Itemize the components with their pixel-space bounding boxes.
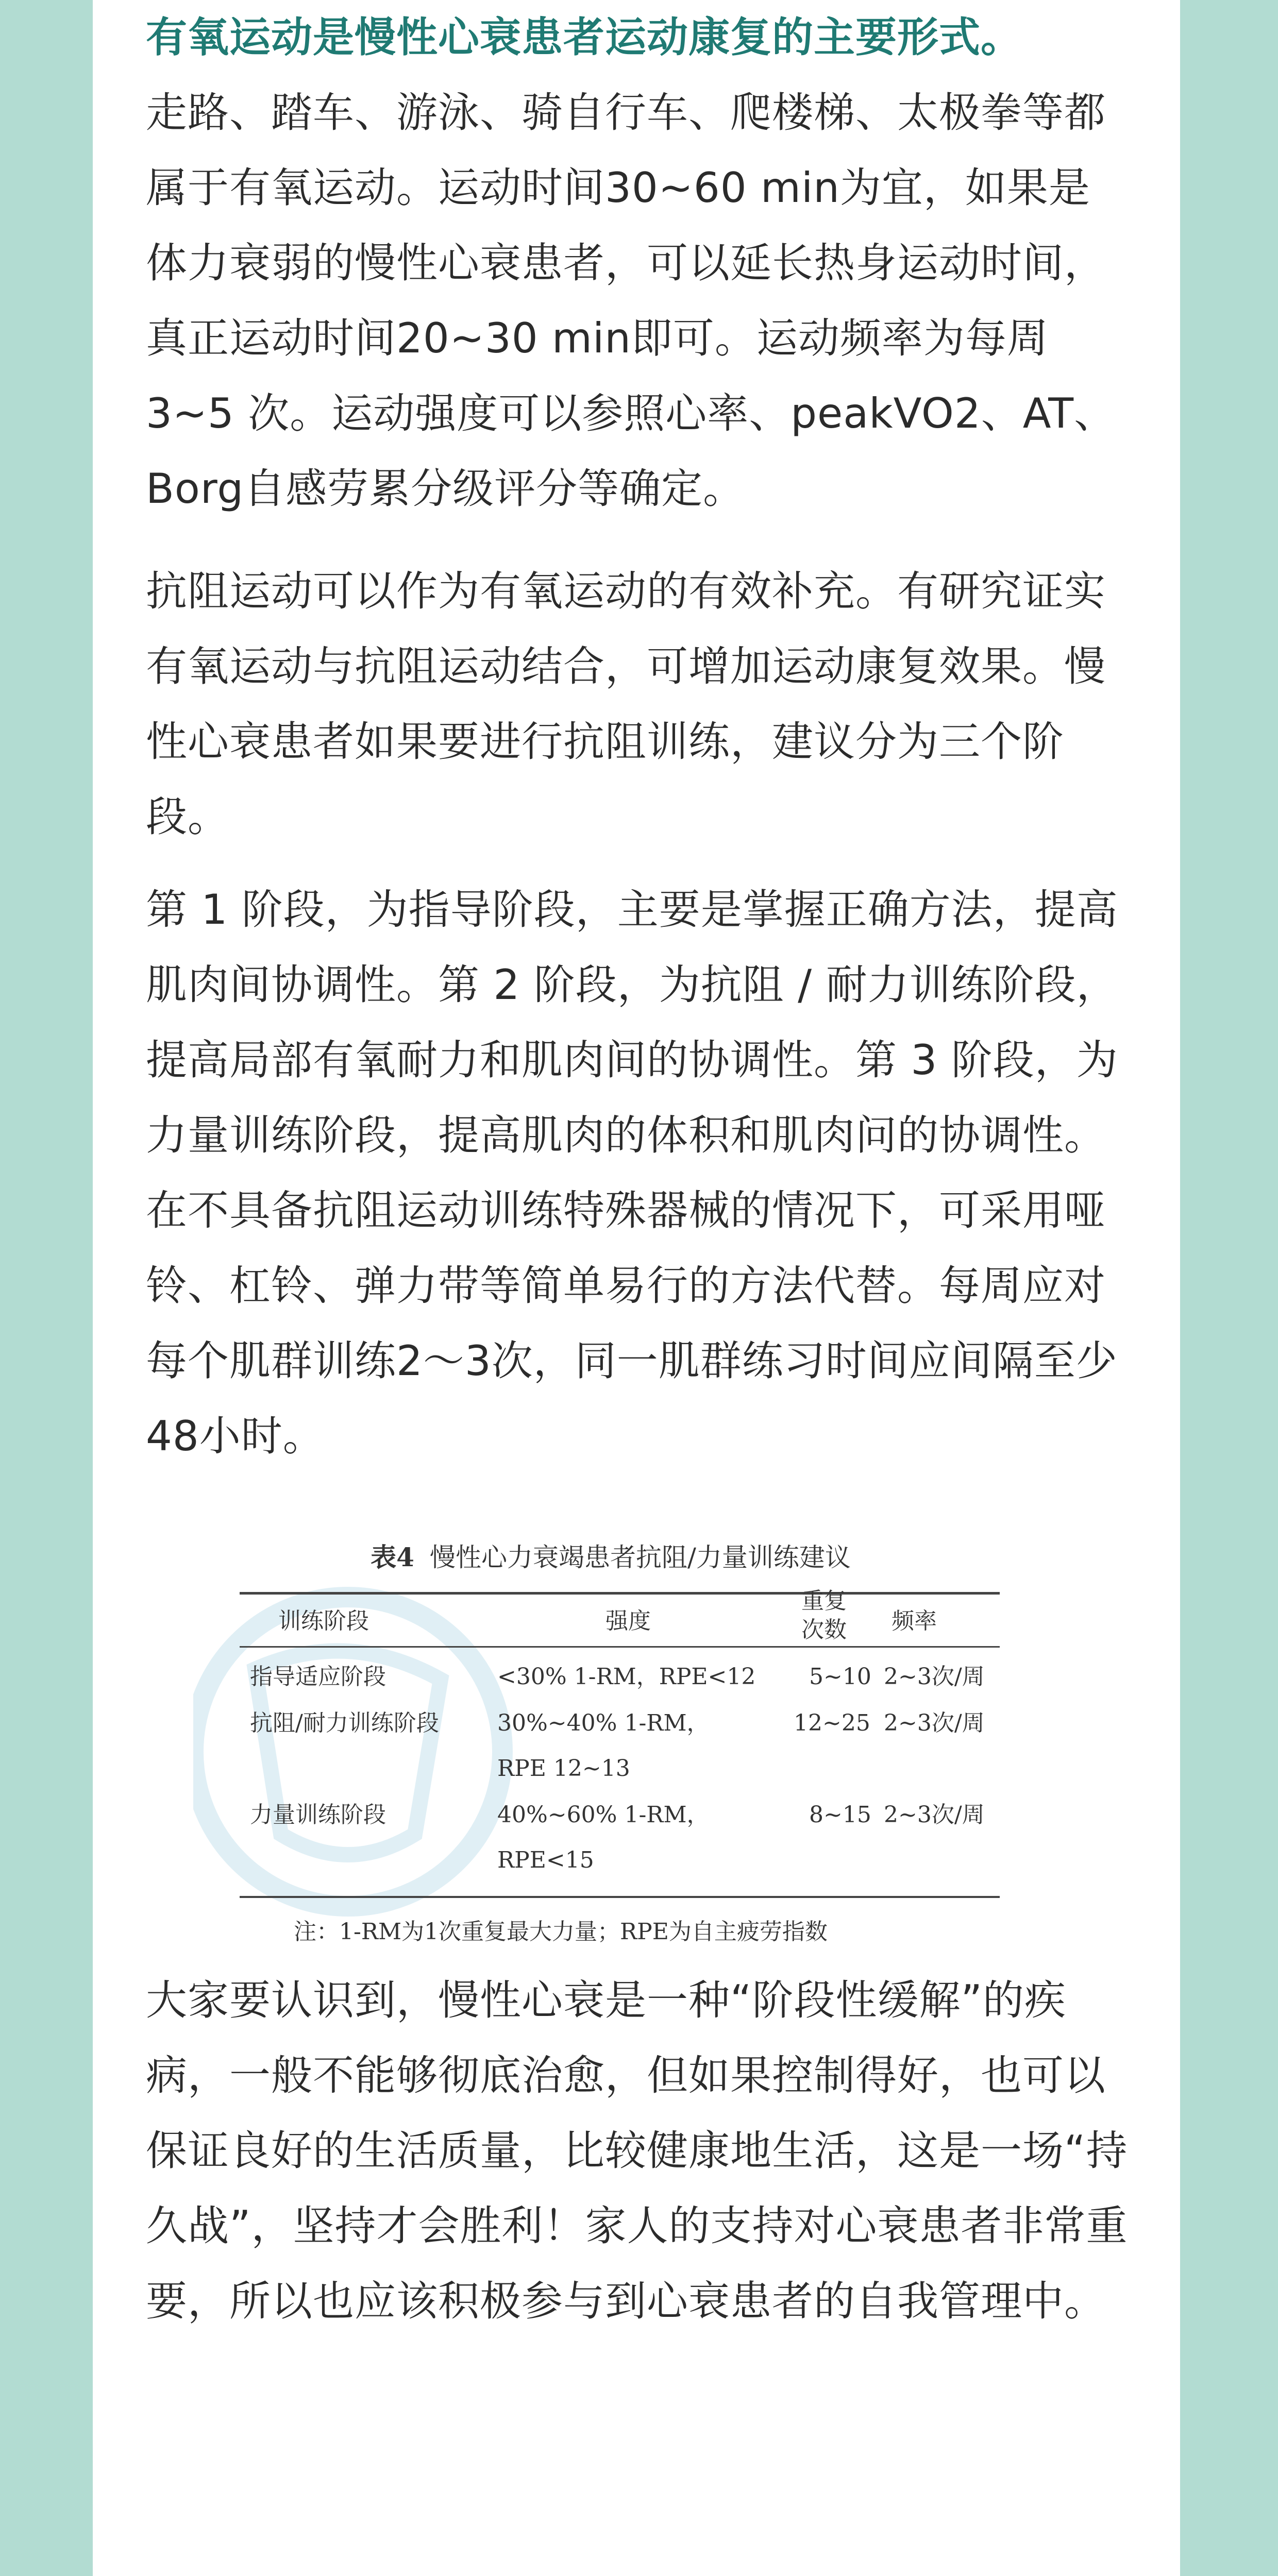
row1-reps: 5~10 (809, 1664, 871, 1690)
table-header-rule (240, 1646, 1000, 1648)
table-number: 表4 (371, 1542, 414, 1572)
paragraph-resistance: 抗阻运动可以作为有氧运动的有效补充。有研究证实有氧运动与抗阻运动结合，可增加运动康复效果。慢性心衰患者如果要进行抗阻训练，建议分为三个阶段。 (146, 567, 1106, 841)
header-stage: 训练阶段 (278, 1608, 369, 1634)
header-reps-line1: 重复 (801, 1588, 847, 1614)
table-title: 慢性心力衰竭患者抗阻/力量训练建议 (429, 1543, 851, 1572)
row3-intensity-line1: 40%~60% 1-RM， (497, 1802, 710, 1828)
row2-stage: 抗阻/耐力训练阶段 (250, 1710, 439, 1736)
table-bottom-rule (240, 1896, 1000, 1898)
row2-reps: 12~25 (794, 1710, 870, 1736)
paragraph-stages: 第 1 阶段，为指导阶段，主要是掌握正确方法，提高肌肉间协调性。第 2 阶段，为抗阻 / 耐力训练阶段，提高局部有氧耐力和肌肉间的协调性。第 3 阶段，为力量训练阶段，提高肌肉的体积和肌肉问的协调性。在不具备抗阻运动训练特殊器械的情况下，可采用哑铃、杠铃、弹力带等简单易行的方法代替。每周应对每个肌群训练2～3次，同一肌群练习时间应间隔至少48小时。 (146, 886, 1118, 1460)
header-frequency: 频率 (892, 1608, 937, 1634)
training-table (193, 1515, 1028, 1968)
row3-intensity-line2: RPE<15 (497, 1847, 594, 1873)
header-intensity: 强度 (606, 1608, 651, 1634)
row3-reps: 8~15 (809, 1802, 871, 1828)
section-heading: 有氧运动是慢性心衰患者运动康复的主要形式。 (146, 13, 1022, 61)
table-note: 注：1-RM为1次重复最大力量；RPE为自主疲劳指数 (294, 1919, 828, 1945)
table-caption (193, 1539, 1028, 1575)
header-reps-line2: 次数 (801, 1617, 847, 1643)
table-top-rule (240, 1592, 1000, 1595)
row1-frequency: 2~3次/周 (884, 1664, 985, 1690)
row3-frequency: 2~3次/周 (884, 1802, 985, 1828)
row2-frequency: 2~3次/周 (884, 1710, 985, 1736)
row3-stage: 力量训练阶段 (250, 1802, 386, 1828)
paragraph-conclusion: 大家要认识到，慢性心衰是一种“阶段性缓解”的疾病，一般不能够彻底治愈，但如果控制得好，也可以保证良好的生活质量，比较健康地生活，这是一场“持久战”，坚持才会胜利！家人的支持对心衰患者非常重要，所以也应该积极参与到心衰患者的自我管理中。 (146, 1976, 1128, 2325)
row2-intensity-line1: 30%~40% 1-RM， (497, 1710, 710, 1736)
paragraph-aerobic: 走路、踏车、游泳、骑自行车、爬楼梯、太极拳等都属于有氧运动。运动时间30~60 min为宜，如果是体力衰弱的慢性心衰患者，可以延长热身运动时间，真正运动时间20~30 min即可。运动频率为每周3~5 次。运动强度可以参照心率、peakVO2、AT、Borg自感劳累分级评分等确定。 (146, 89, 1116, 513)
row1-stage: 指导适应阶段 (250, 1664, 386, 1690)
row1-intensity: <30% 1-RM，RPE<12 (497, 1664, 756, 1690)
row2-intensity-line2: RPE 12~13 (497, 1755, 630, 1782)
